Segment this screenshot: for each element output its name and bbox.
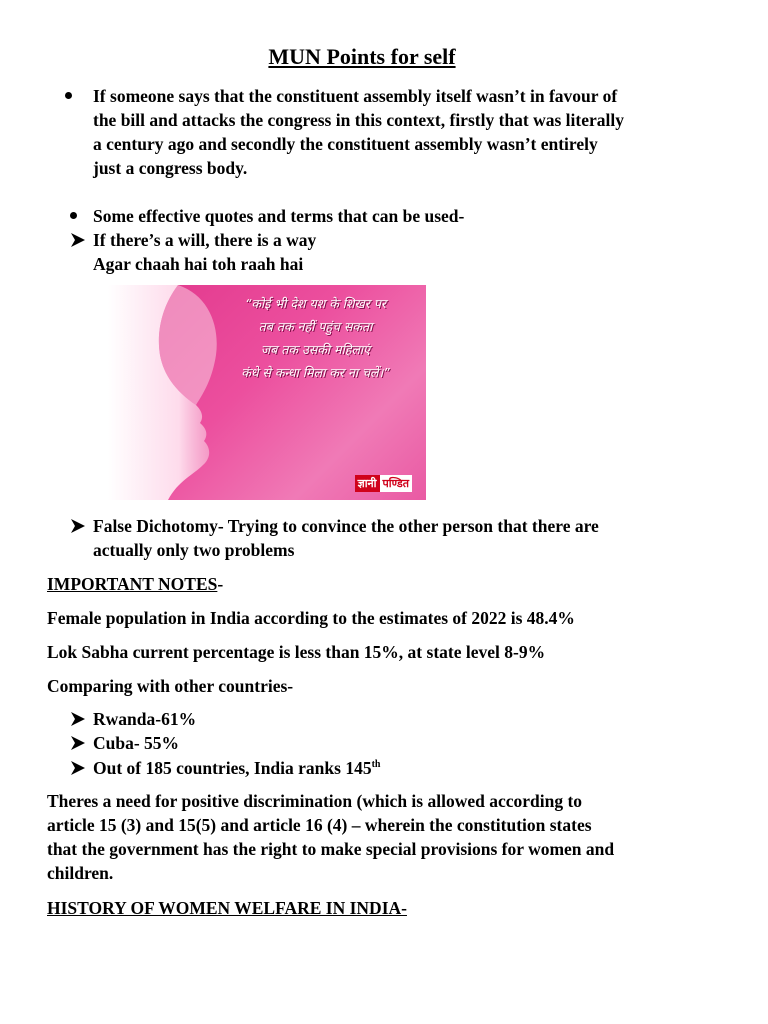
hindi-quote-image [108,285,426,500]
logo-part-2: पण्डित [380,475,412,492]
text-line: a century ago and secondly the constituent assembly wasn’t entirely [93,134,598,154]
arrowhead-bullet-icon [70,711,86,727]
logo-part-1: ज्ञानी [355,475,380,492]
text-line: children. [47,863,114,883]
text-line: If someone says that the constituent assembly itself wasn’t in favour of [93,86,618,106]
heading-suffix: - [217,574,224,594]
text-line: the bill and attacks the congress in this context, firstly that was literally [93,110,624,130]
heading-text: IMPORTANT NOTES [47,574,218,594]
arrowhead-bullet-icon [70,760,86,776]
history-heading: HISTORY OF WOMEN WELFARE IN INDIA- [47,898,407,918]
arrowhead-bullet-icon [70,735,86,751]
rank-text: Out of 185 countries, India ranks 145 [93,758,372,778]
arrow-item-false-dichotomy [93,514,599,562]
text-line: Agar chaah hai toh raah hai [93,254,304,274]
important-notes-heading [47,572,223,596]
positive-discrimination-paragraph [47,789,614,885]
text-line: False Dichotomy- Trying to convince the other person that there are [93,516,599,536]
arrowhead-bullet-icon [70,232,86,248]
list-item-cuba: Cuba- 55% [93,733,180,753]
text-line: article 15 (3) and 15(5) and article 16 (4) – wherein the constitution states [47,815,592,835]
bullet-paragraph-constituent-assembly [93,84,624,180]
comparison-paragraph: Comparing with other countries- [47,676,294,696]
text-line: actually only two problems [93,540,295,560]
quote-line: जब तक उसकी महिलाएं [260,342,371,357]
list-item-rwanda: Rwanda-61% [93,709,197,729]
lok-sabha-paragraph: Lok Sabha current percentage is less than 15%, at state level 8-9% [47,642,546,662]
arrowhead-bullet-icon [70,518,86,534]
bullet-quotes-intro: Some effective quotes and terms that can be used- [93,206,465,226]
quote-line: तब तक नहीं पहुंच सकता [258,319,373,334]
rank-suffix: th [371,759,381,771]
arrow-item-will-way [93,228,316,276]
gyani-pandit-logo [355,475,412,492]
text-line: that the government has the right to make special provisions for women and [47,839,615,859]
bullet-point [70,212,77,219]
page-title: MUN Points for self [268,44,456,69]
text-line: If there’s a will, there is a way [93,230,317,250]
bullet-point [65,92,72,99]
quote-line: “कोई भी देश यश के शिखर पर [244,296,387,311]
list-item-india-rank [93,756,380,780]
female-population-paragraph: Female population in India according to the estimates of 2022 is 48.4% [47,608,575,628]
quote-line: कंधे से कन्धा मिला कर ना चलें।” [241,365,390,380]
text-line: just a congress body. [93,158,248,178]
text-line: Theres a need for positive discrimination (which is allowed according to [47,791,583,811]
